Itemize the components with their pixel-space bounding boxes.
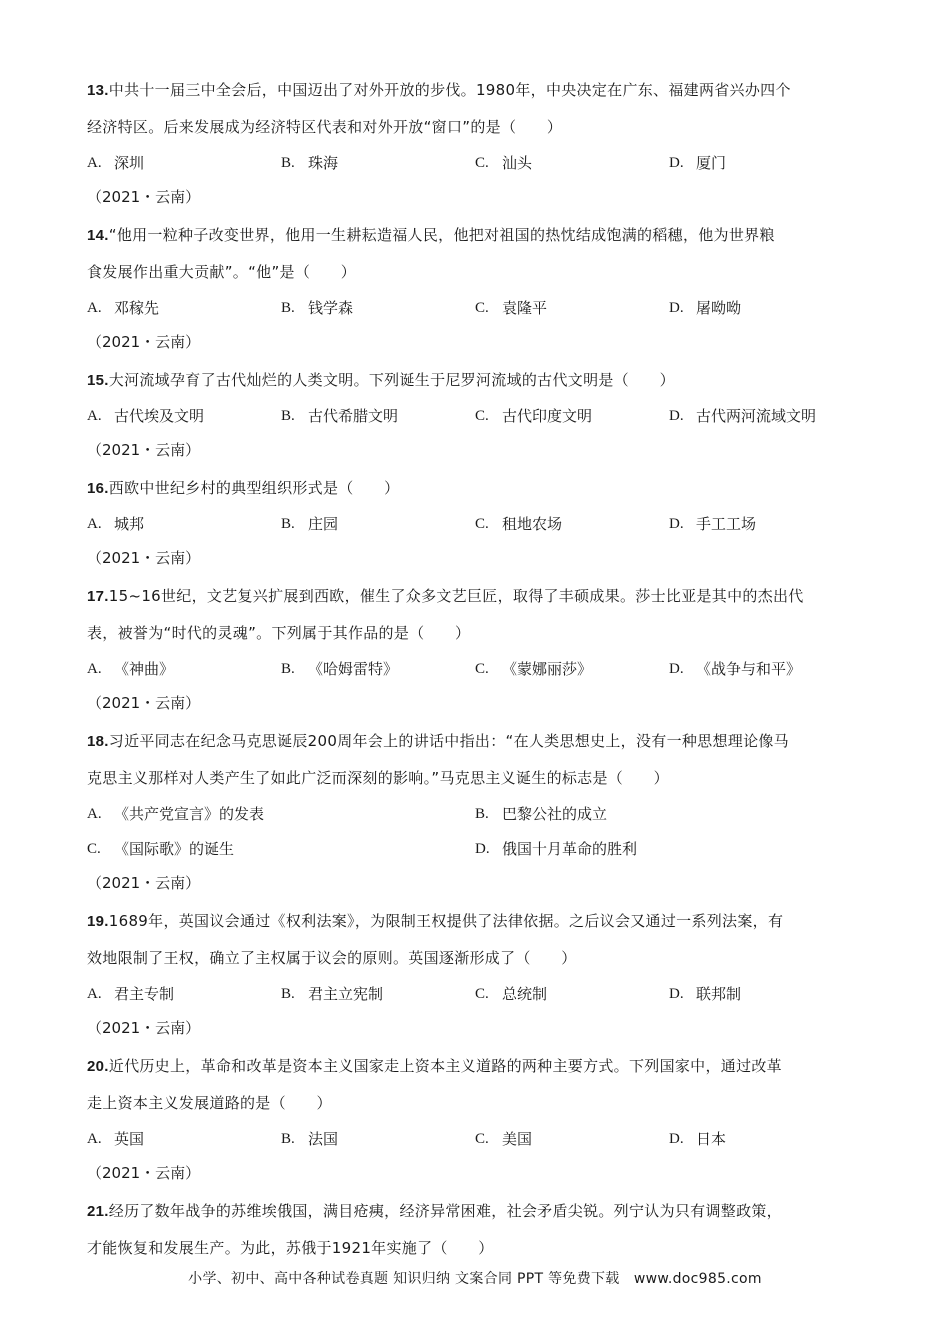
option-c[interactable]: C. 古代印度文明 <box>475 407 593 425</box>
question-text: 克思主义那样对人类产生了如此广泛而深刻的影响。”马克思主义诞生的标志是（ ） <box>87 769 669 787</box>
option-b[interactable]: B. 钱学森 <box>281 299 354 317</box>
option-c[interactable]: C. 《蒙娜丽莎》 <box>475 660 593 678</box>
question-number: 21. <box>87 1203 109 1220</box>
question-text: 西欧中世纪乡村的典型组织形式是（ ） <box>108 479 400 497</box>
option-c[interactable]: C. 汕头 <box>475 154 533 172</box>
question-source: （2021・云南） <box>87 549 201 567</box>
option-d[interactable]: D. 《战争与和平》 <box>669 660 802 678</box>
options <box>87 507 863 542</box>
exam-page <box>87 72 863 1270</box>
question-21 <box>87 1193 863 1267</box>
option-d[interactable]: D. 日本 <box>669 1130 727 1148</box>
option-c[interactable]: C. 租地农场 <box>475 515 563 533</box>
option-a[interactable]: A. 英国 <box>87 1130 145 1148</box>
options <box>87 291 863 326</box>
option-b[interactable]: B. 君主立宪制 <box>281 985 384 1003</box>
question-text: 效地限制了王权，确立了主权属于议会的原则。英国逐渐形成了（ ） <box>87 949 577 967</box>
option-a[interactable]: A. 君主专制 <box>87 985 175 1003</box>
question-number: 17. <box>87 588 109 605</box>
options <box>87 652 863 687</box>
question-text: 表，被誉为“时代的灵魂”。下列属于其作品的是（ ） <box>87 624 471 642</box>
option-d[interactable]: D. 厦门 <box>669 154 727 172</box>
option-a[interactable]: A. 《神曲》 <box>87 660 175 678</box>
option-a[interactable]: A. 《共产党宣言》的发表 <box>87 805 265 823</box>
question-source: （2021・云南） <box>87 874 201 892</box>
question-18 <box>87 723 863 900</box>
question-text: 1689年，英国议会通过《权利法案》，为限制王权提供了法律依据。之后议会又通过一系列法案，有 <box>108 912 784 930</box>
options <box>87 399 863 434</box>
question-source: （2021・云南） <box>87 694 201 712</box>
options <box>87 797 863 832</box>
option-a[interactable]: A. 城邦 <box>87 515 145 533</box>
question-source: （2021・云南） <box>87 188 201 206</box>
question-text: 中共十一届三中全会后，中国迈出了对外开放的步伐。1980年，中央决定在广东、福建两省兴办四个 <box>108 81 791 99</box>
question-16 <box>87 470 863 575</box>
option-d[interactable]: D. 古代两河流域文明 <box>669 407 817 425</box>
question-15 <box>87 362 863 467</box>
question-number: 15. <box>87 372 109 389</box>
option-a[interactable]: A. 深圳 <box>87 154 145 172</box>
question-number: 16. <box>87 480 109 497</box>
question-17 <box>87 578 863 720</box>
page-footer: 小学、初中、高中各种试卷真题 知识归纳 文案合同 PPT 等免费下载 www.doc985.com <box>188 1271 762 1287</box>
question-number: 19. <box>87 913 109 930</box>
question-text: 经历了数年战争的苏维埃俄国，满目疮痍，经济异常困难，社会矛盾尖锐。列宁认为只有调整政策， <box>108 1202 782 1220</box>
option-c[interactable]: C. 美国 <box>475 1130 533 1148</box>
option-b[interactable]: B. 古代希腊文明 <box>281 407 399 425</box>
option-b[interactable]: B. 珠海 <box>281 154 339 172</box>
option-d[interactable]: D. 联邦制 <box>669 985 742 1003</box>
option-b[interactable]: B. 巴黎公社的成立 <box>475 805 608 823</box>
options <box>87 1122 863 1157</box>
question-number: 14. <box>87 227 109 244</box>
option-d[interactable]: D. 屠呦呦 <box>669 299 742 317</box>
option-d[interactable]: D. 俄国十月革命的胜利 <box>475 840 638 858</box>
question-14 <box>87 217 863 359</box>
option-d[interactable]: D. 手工工场 <box>669 515 757 533</box>
options <box>87 977 863 1012</box>
question-source: （2021・云南） <box>87 441 201 459</box>
question-13 <box>87 72 863 214</box>
question-source: （2021・云南） <box>87 333 201 351</box>
question-text: “他用一粒种子改变世界，他用一生耕耘造福人民，他把对祖国的热忱结成饱满的稻穗，他为世界粮 <box>108 226 775 244</box>
question-text: 近代历史上，革命和改革是资本主义国家走上资本主义道路的两种主要方式。下列国家中，通过改革 <box>108 1057 782 1075</box>
option-a[interactable]: A. 邓稼先 <box>87 299 160 317</box>
question-text: 才能恢复和发展生产。为此，苏俄于1921年实施了（ ） <box>87 1239 494 1257</box>
question-text: 经济特区。后来发展成为经济特区代表和对外开放“窗口”的是（ ） <box>87 118 563 136</box>
question-number: 13. <box>87 82 109 99</box>
question-source: （2021・云南） <box>87 1019 201 1037</box>
option-c[interactable]: C. 总统制 <box>475 985 548 1003</box>
question-source: （2021・云南） <box>87 1164 201 1182</box>
option-b[interactable]: B. 《哈姆雷特》 <box>281 660 399 678</box>
option-c[interactable]: C. 袁隆平 <box>475 299 548 317</box>
question-text: 走上资本主义发展道路的是（ ） <box>87 1094 332 1112</box>
question-text: 习近平同志在纪念马克思诞辰200周年会上的讲话中指出：“在人类思想史上，没有一种思想理论像马 <box>108 732 789 750</box>
option-b[interactable]: B. 法国 <box>281 1130 339 1148</box>
option-a[interactable]: A. 古代埃及文明 <box>87 407 205 425</box>
question-20 <box>87 1048 863 1190</box>
question-text: 食发展作出重大贡献”。“他”是（ ） <box>87 263 357 281</box>
question-text: 大河流域孕育了古代灿烂的人类文明。下列诞生于尼罗河流域的古代文明是（ ） <box>108 371 675 389</box>
option-b[interactable]: B. 庄园 <box>281 515 339 533</box>
question-number: 18. <box>87 733 109 750</box>
question-number: 20. <box>87 1058 109 1075</box>
option-c[interactable]: C. 《国际歌》的诞生 <box>87 840 235 858</box>
options <box>87 146 863 181</box>
options <box>87 832 863 867</box>
question-text: 15~16世纪，文艺复兴扩展到西欧，催生了众多文艺巨匠，取得了丰硕成果。莎士比亚是其中的杰出代 <box>108 587 804 605</box>
question-19 <box>87 903 863 1045</box>
